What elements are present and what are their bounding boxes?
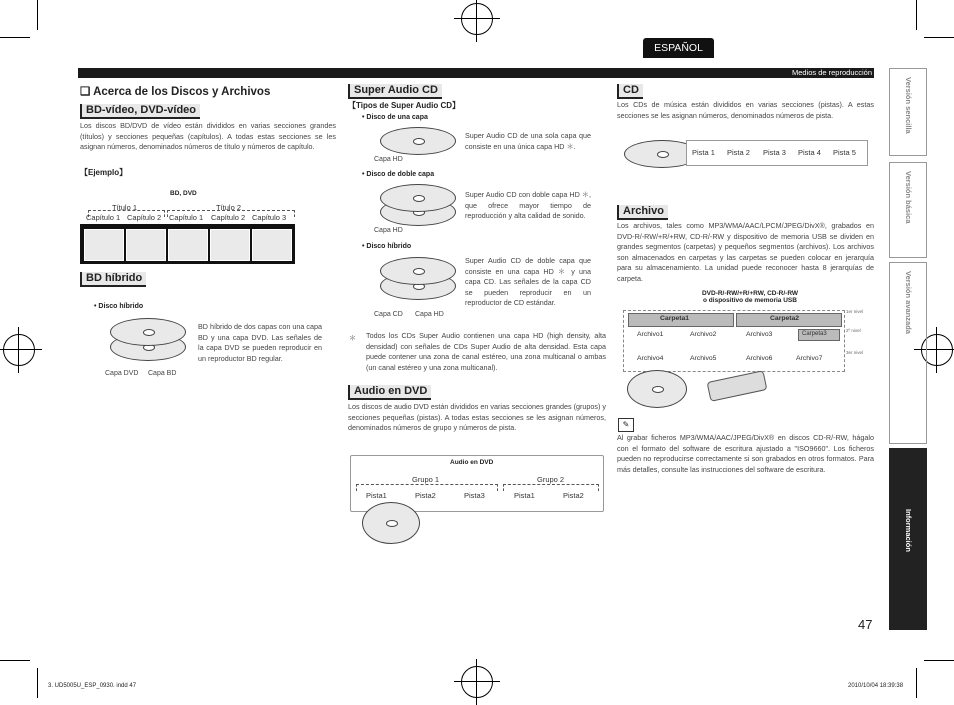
dual-layer-label: Capa HD (374, 227, 403, 234)
file-label: Archivo1 (637, 331, 664, 338)
level-label: 3er nivel (846, 350, 864, 355)
disc-icon (627, 370, 687, 408)
single-layer-text: Super Audio CD de una sola capa que consiste en una única capa HD ＊. (465, 131, 591, 151)
sacd-note-text: Todos los CDs Super Audio contienen una capa HD (high density, alta densidad) con señales de CDs Super Audio de alta densidad. Esta capa puede contener una zona de canal estéreo, una zona multicanal o ambas (un canal estéreo y una zona multicanal). (366, 331, 606, 372)
cd-text: Los CDs de música están divididos en varias secciones (pistas). A estas secciones se les asignan números, denominados números de pista. (617, 100, 874, 120)
disc-icon (362, 502, 420, 544)
layer-cd-label: Capa CD (374, 311, 403, 318)
crop-mark (37, 668, 38, 698)
cd-track-label: Pista 5 (833, 148, 856, 157)
bd-dvd-diagram-label: BD, DVD (170, 190, 197, 197)
film-frame (168, 229, 208, 261)
cd-track-label: Pista 1 (692, 148, 715, 157)
level-label: 2º nivel (846, 328, 861, 333)
bd-hybrid-bullet: • Disco híbrido (94, 303, 144, 310)
file-diagram-title: DVD-R/-RW/+R/+RW, CD-R/-RW o dispositivo de memoria USB (701, 290, 799, 304)
crop-mark (0, 660, 30, 661)
bd-hybrid-heading: BD híbrido (80, 272, 146, 287)
film-frame (84, 229, 124, 261)
sacd-heading: Super Audio CD (348, 84, 442, 99)
title-label: Título 2 (216, 203, 242, 212)
sacd-types-label: 【Tipos de Super Audio CD】 (348, 101, 461, 110)
cd-heading: CD (617, 84, 643, 99)
crop-mark (916, 668, 917, 698)
track-label: Pista1 (514, 491, 535, 500)
crop-mark (0, 37, 30, 38)
track-label: Pista1 (366, 491, 387, 500)
hybrid-text: Super Audio CD de doble capa que consiste en una capa HD ＊ y una capa CD. Las señales de la capa CD se pueden reproducir en un reproductor de CD estándar. (465, 256, 591, 308)
crop-mark (37, 0, 38, 30)
cd-track-label: Pista 3 (763, 148, 786, 157)
tab-version-avanzada[interactable]: Versión avanzada (889, 262, 927, 444)
language-tab: ESPAÑOL (643, 38, 714, 58)
file-label: Archivo6 (746, 355, 773, 362)
audio-dvd-text: Los discos de audio DVD están divididos en varias secciones grandes (grupos) y secciones pequeñas (pistas). A todas estas secciones se les asignan números, denominados números de grupo y números de pista. (348, 402, 606, 433)
film-frame (126, 229, 166, 261)
file-label: Archivo7 (796, 355, 823, 362)
chapter-label: Capítulo 2 (211, 213, 246, 222)
film-strip (80, 224, 295, 264)
disc-layer-icon (110, 318, 186, 346)
file-label: Archivo2 (690, 331, 717, 338)
cd-track-label: Pista 4 (798, 148, 821, 157)
title-label: Título 1 (112, 203, 138, 212)
track-label: Pista3 (464, 491, 485, 500)
bd-hybrid-text: BD híbrido de dos capas con una capa BD y una capa DVD. Las señales de la capa DVD se pueden reproducir en un reproductor BD regular. (198, 322, 322, 363)
file-label: Archivo4 (637, 355, 664, 362)
cd-track-label: Pista 2 (727, 148, 750, 157)
film-frame (210, 229, 250, 261)
level-label: 1er nivel (846, 309, 864, 314)
disc-layer-icon (380, 257, 456, 285)
track-label: Pista2 (415, 491, 436, 500)
section-header-bar (78, 68, 874, 78)
group-label: Grupo 1 (412, 475, 440, 484)
single-layer-bullet: • Disco de una capa (362, 114, 428, 121)
track-label: Pista2 (563, 491, 584, 500)
note-asterisk: ＊ (349, 335, 356, 342)
group-bracket (356, 484, 498, 491)
footer-file-info: 3. UD5005U_ESP_0930. indd 47 (48, 683, 137, 689)
chapter-label: Capítulo 2 (127, 213, 162, 222)
note-pencil-icon: ✎ (618, 418, 634, 432)
example-label: 【Ejemplo】 (80, 168, 128, 177)
chapter-label: Capítulo 3 (252, 213, 287, 222)
audio-dvd-heading: Audio en DVD (348, 385, 431, 400)
main-title: ❑ Acerca de los Discos y Archivos (80, 86, 271, 98)
folder-label: Carpeta3 (802, 331, 827, 337)
disc-icon (380, 127, 456, 155)
hybrid-bullet: • Disco híbrido (362, 243, 412, 250)
group-bracket (503, 484, 599, 491)
tab-informacion[interactable]: Información (889, 448, 927, 630)
usb-drive-icon (707, 370, 768, 402)
tab-version-basica[interactable]: Versión básica (889, 162, 927, 258)
crop-mark (924, 37, 954, 38)
layer-bd-label: Capa BD (148, 370, 177, 377)
chapter-label: Capítulo 1 (169, 213, 204, 222)
bd-dvd-heading: BD-vídeo, DVD-vídeo (80, 104, 200, 119)
disc-layer-icon (380, 184, 456, 212)
registration-mark (461, 3, 493, 35)
folder-label: Carpeta1 (660, 315, 690, 322)
layer-hd-label: Capa HD (415, 311, 444, 318)
registration-mark (461, 666, 493, 698)
registration-mark (3, 334, 35, 366)
archivo-note-text: Al grabar ficheros MP3/WMA/AAC/JPEG/DivX® en discos CD-R/-RW, hágalo con el formato del software de escritura ajustado a "ISO9660". Los ficheros pueden no reproducirse correctamente si son grabados en otros formatos. Para más detalles, consulte las instrucciones del software de escritura. (617, 433, 874, 474)
archivo-heading: Archivo (617, 205, 668, 220)
file-label: Archivo3 (746, 331, 773, 338)
section-title: Medios de reproducción (791, 68, 872, 77)
archivo-text: Los archivos, tales como MP3/WMA/AAC/LPCM/JPEG/DivX®, grabados en DVD-R/-RW/+R/+RW, CD-R/-RW y dispositivo de memoria USB se dividen en grandes segmentos (carpetas) y pequeños segmentos (archivos). Los archivos son almacenados en carpetas y las carpetas se pueden colocar en jerarquía para su almacenamiento. La unidad puede reconocer hasta 8 jerarquías de carpeta. (617, 221, 874, 283)
file-label: Archivo5 (690, 355, 717, 362)
film-frame (252, 229, 292, 261)
dual-layer-bullet: • Disco de doble capa (362, 171, 435, 178)
audio-dvd-diagram-label: Audio en DVD (450, 459, 494, 466)
chapter-label: Capítulo 1 (86, 213, 121, 222)
tab-version-sencilla[interactable]: Versión sencilla (889, 68, 927, 156)
footer-timestamp: 2010/10/04 18:39:38 (848, 683, 904, 689)
page-number: 47 (858, 617, 873, 632)
folder-label: Carpeta2 (770, 315, 800, 322)
crop-mark (924, 660, 954, 661)
layer-dvd-label: Capa DVD (105, 370, 139, 377)
single-layer-label: Capa HD (374, 156, 403, 163)
crop-mark (916, 0, 917, 30)
bd-dvd-text: Los discos BD/DVD de vídeo están divididos en varias secciones grandes (títulos) y secciones pequeñas (capítulos). A todas estas secciones se les asignan números, denominados números de título y números de capítulo. (80, 121, 336, 152)
group-label: Grupo 2 (537, 475, 565, 484)
dual-layer-text: Super Audio CD con doble capa HD ＊, que ofrece mayor tiempo de reproducción y alta calidad de sonido. (465, 190, 591, 221)
